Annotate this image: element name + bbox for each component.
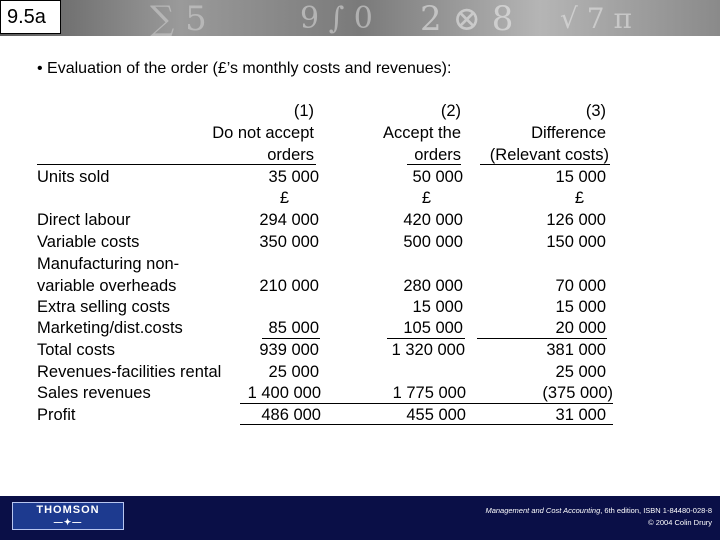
slide-bullet: • Evaluation of the order (£’s monthly costs and revenues): [37, 60, 452, 77]
publisher-logo-text: THOMSON [36, 504, 100, 516]
variable-costs-col1: 350 000 [259, 233, 319, 251]
total-costs-col1: 939 000 [259, 341, 319, 359]
svg-text:∑ 5: ∑ 5 [150, 0, 207, 36]
row-label-manufacturing-1: Manufacturing non- [37, 255, 180, 273]
direct-labour-col2: 420 000 [403, 211, 463, 229]
row-label-direct-labour: Direct labour [37, 211, 131, 229]
row-label-manufacturing-2: variable overheads [37, 277, 177, 295]
sales-revenues-col2: 1 775 000 [392, 384, 466, 402]
copyright: © 2004 Colin Drury [648, 518, 712, 527]
total-costs-col2: 1 320 000 [391, 341, 465, 359]
direct-labour-col1: 294 000 [259, 211, 319, 229]
marketing-col1: 85 000 [268, 319, 319, 337]
total-costs-col3: 381 000 [546, 341, 606, 359]
row-label-variable-costs: Variable costs [37, 233, 140, 251]
header-rule-col1 [37, 164, 316, 165]
publisher-logo [12, 502, 124, 530]
row-label-units-sold: Units sold [37, 168, 110, 186]
col1-heading: Do not accept [212, 124, 314, 142]
marketing-col2: 105 000 [403, 319, 463, 337]
col1-number: (1) [293, 102, 314, 120]
facilities-rental-col1: 25 000 [268, 363, 319, 381]
book-title: Management and Cost Accounting [485, 506, 601, 515]
math-background-graphic [0, 0, 720, 36]
svg-text:9 ∫ 0: 9 ∫ 0 [300, 1, 373, 36]
profit-col1: 486 000 [261, 406, 321, 424]
row-label-sales-revenues: Sales revenues [37, 384, 151, 402]
manufacturing-col2: 280 000 [403, 277, 463, 295]
profit-col2: 455 000 [406, 406, 466, 424]
col1-heading-2: orders [267, 146, 314, 164]
marketing-col3: 20 000 [555, 319, 606, 337]
manufacturing-col3: 70 000 [555, 277, 606, 295]
star-icon: —✦— [53, 517, 83, 527]
profit-rule-col2 [321, 403, 467, 404]
col3-heading: Difference [531, 124, 606, 142]
extra-selling-col3: 15 000 [555, 298, 606, 316]
profit-col3: 31 000 [555, 406, 606, 424]
col2-number: (2) [440, 102, 461, 120]
profit-double-rule-col1 [240, 424, 322, 425]
extra-selling-col2: 15 000 [412, 298, 463, 316]
header-banner [0, 0, 720, 36]
subtotal-rule-col3 [477, 338, 607, 339]
units-sold-col1: 35 000 [268, 168, 319, 186]
row-label-extra-selling: Extra selling costs [37, 298, 170, 316]
svg-text:√ 7 π: √ 7 π [560, 2, 632, 35]
col2-heading-2: orders [414, 146, 461, 164]
variable-costs-col2: 500 000 [403, 233, 463, 251]
book-credit [485, 505, 712, 529]
profit-rule-col3 [467, 403, 613, 404]
units-sold-col3: 15 000 [555, 168, 606, 186]
subtotal-rule-col2 [387, 338, 465, 339]
col3-heading-2: (Relevant costs) [489, 146, 609, 164]
profit-double-rule-col3 [467, 424, 613, 425]
profit-rule-col1 [240, 403, 322, 404]
book-edition: , 6th edition, ISBN 1-84480-028-8 [600, 506, 712, 515]
sales-revenues-col1: 1 400 000 [247, 384, 321, 402]
profit-double-rule-col2 [321, 424, 467, 425]
facilities-rental-col3: 25 000 [555, 363, 606, 381]
currency-col2: £ [421, 189, 431, 207]
currency-col1: £ [279, 189, 289, 207]
svg-text:2 ⊗ 8: 2 ⊗ 8 [420, 0, 514, 36]
row-label-facilities-rental: Revenues-facilities rental [37, 363, 222, 381]
row-label-profit: Profit [37, 406, 76, 424]
direct-labour-col3: 126 000 [546, 211, 606, 229]
header-rule-col3 [480, 164, 610, 165]
slide-number: 9.5a [0, 0, 61, 34]
header-rule-col2 [407, 164, 461, 165]
row-label-marketing: Marketing/dist.costs [37, 319, 183, 337]
row-label-total-costs: Total costs [37, 341, 115, 359]
col3-number: (3) [585, 102, 606, 120]
subtotal-rule-col1 [262, 338, 320, 339]
manufacturing-col1: 210 000 [259, 277, 319, 295]
col2-heading: Accept the [383, 124, 461, 142]
variable-costs-col3: 150 000 [546, 233, 606, 251]
footer-bar [0, 496, 720, 540]
sales-revenues-col3: (375 000) [542, 384, 613, 402]
currency-col3: £ [574, 189, 584, 207]
units-sold-col2: 50 000 [412, 168, 463, 186]
